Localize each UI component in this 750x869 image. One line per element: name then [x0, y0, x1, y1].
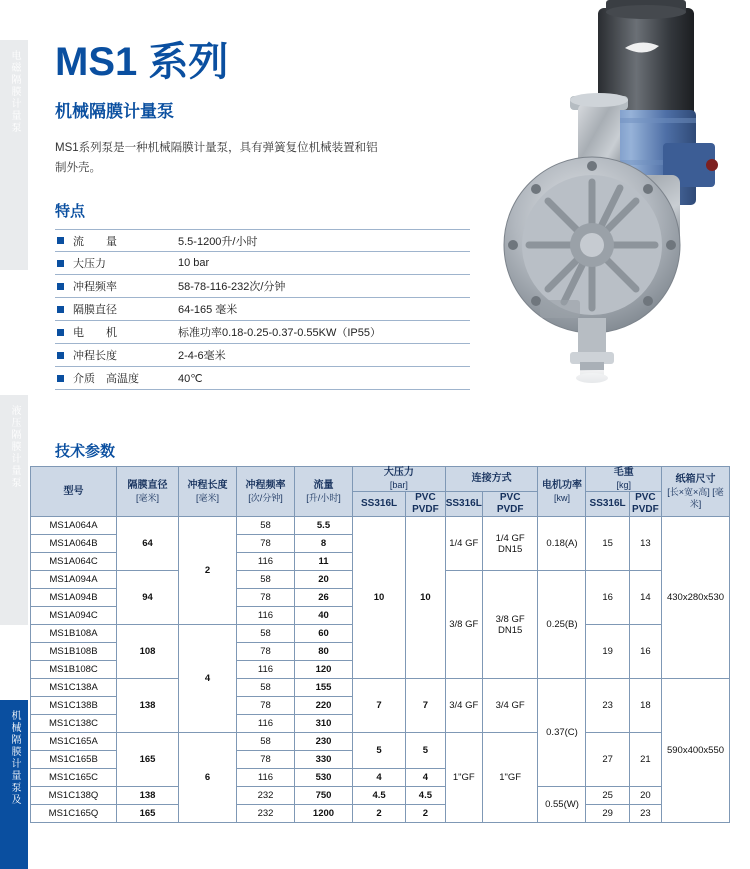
col-stroke-length: 冲程长度 [毫米] [179, 467, 237, 517]
bullet-icon [57, 237, 64, 244]
cell-pressure-ss: 5 [353, 733, 406, 769]
features-list [55, 229, 470, 390]
cell-connection-ss: 1"GF [445, 733, 482, 823]
cell-pressure-ss: 7 [353, 679, 406, 733]
cell-pressure-ss: 4.5 [353, 787, 406, 805]
features-heading: 特点 [55, 203, 86, 220]
subcol-pressure-ss: SS316L [353, 492, 406, 517]
list-item [55, 298, 470, 321]
cell-pressure-pvc: 4 [406, 769, 446, 787]
bullet-icon [57, 260, 64, 267]
cell-diameter: 165 [117, 805, 179, 823]
cell-diameter: 64 [117, 517, 179, 571]
cell-model: MS1C165C [31, 769, 117, 787]
page-subtitle: 机械隔膜计量泵 [55, 102, 174, 121]
cell-pressure-pvc: 7 [406, 679, 446, 733]
cell-weight-pvc: 21 [629, 733, 661, 787]
cell-weight-ss: 15 [586, 517, 629, 571]
cell-pressure-ss: 2 [353, 805, 406, 823]
col-model: 型号 [31, 467, 117, 517]
cell-frequency: 58 [237, 517, 295, 535]
cell-frequency: 78 [237, 697, 295, 715]
cell-stroke: 6 [179, 733, 237, 823]
table-row [31, 679, 730, 697]
cell-model: MS1A064B [31, 535, 117, 553]
cell-model: MS1B108A [31, 625, 117, 643]
cell-frequency: 232 [237, 787, 295, 805]
side-rail [0, 0, 28, 869]
sidebar-item-electromagnetic[interactable] [0, 40, 28, 270]
cell-frequency: 58 [237, 625, 295, 643]
sidebar-item-hydraulic[interactable] [0, 395, 28, 625]
cell-weight-ss: 23 [586, 679, 629, 733]
cell-frequency: 116 [237, 661, 295, 679]
sidebar-item-label: 机械隔膜计量泵及 [9, 710, 20, 806]
cell-weight-pvc: 18 [629, 679, 661, 733]
col-motor-power: 电机功率 [kw] [538, 467, 586, 517]
col-stroke-frequency: 冲程频率 [次/分钟] [237, 467, 295, 517]
cell-frequency: 78 [237, 535, 295, 553]
cell-weight-pvc: 23 [629, 805, 661, 823]
header-block [55, 30, 475, 390]
cell-flow: 310 [295, 715, 353, 733]
subcol-weight-ss: SS316L [586, 492, 629, 517]
feature-label: 隔膜直径 [73, 304, 117, 316]
cell-model: MS1C138Q [31, 787, 117, 805]
cell-flow: 1200 [295, 805, 353, 823]
list-item [55, 229, 470, 252]
feature-label: 冲程长度 [73, 350, 117, 362]
feature-value: 标准功率0.18-0.25-0.37-0.55KW（IP55） [178, 327, 381, 339]
col-carton-size: 纸箱尺寸 [长×宽×高] [毫米] [662, 467, 730, 517]
cell-weight-ss: 27 [586, 733, 629, 787]
cell-pressure-pvc: 10 [406, 517, 446, 679]
bullet-icon [57, 375, 64, 382]
cell-flow: 330 [295, 751, 353, 769]
list-item [55, 367, 470, 390]
list-item [55, 252, 470, 275]
cell-connection-ss: 1/4 GF [445, 517, 482, 571]
cell-connection-ss: 3/8 GF [445, 571, 482, 679]
cell-motor: 0.25(B) [538, 571, 586, 679]
cell-flow: 230 [295, 733, 353, 751]
cell-flow: 120 [295, 661, 353, 679]
cell-frequency: 116 [237, 769, 295, 787]
cell-model: MS1C165Q [31, 805, 117, 823]
bullet-icon [57, 329, 64, 336]
cell-frequency: 78 [237, 751, 295, 769]
table-row [31, 517, 730, 535]
cell-model: MS1C138A [31, 679, 117, 697]
cell-carton: 430x280x530 [662, 517, 730, 679]
cell-frequency: 116 [237, 715, 295, 733]
cell-motor: 0.37(C) [538, 679, 586, 787]
cell-weight-pvc: 14 [629, 571, 661, 625]
cell-model: MS1B108C [31, 661, 117, 679]
cell-flow: 750 [295, 787, 353, 805]
subcol-pressure-pvc: PVC PVDF [406, 492, 446, 517]
subcol-connection-pvc: PVC PVDF [482, 492, 538, 517]
cell-connection-pvc: 1"GF [482, 733, 538, 823]
cell-frequency: 116 [237, 553, 295, 571]
sidebar-item-mechanical[interactable] [0, 700, 28, 869]
cell-pressure-ss: 4 [353, 769, 406, 787]
cell-flow: 80 [295, 643, 353, 661]
cell-motor: 0.55(W) [538, 787, 586, 823]
cell-flow: 60 [295, 625, 353, 643]
cell-connection-pvc: 3/8 GF DN15 [482, 571, 538, 679]
tech-params-heading: 技术参数 [55, 443, 116, 460]
cell-frequency: 232 [237, 805, 295, 823]
bullet-icon [57, 306, 64, 313]
cell-model: MS1C165B [31, 751, 117, 769]
feature-value: 10 bar [178, 257, 210, 269]
cell-weight-ss: 19 [586, 625, 629, 679]
cell-flow: 8 [295, 535, 353, 553]
col-diaphragm-diameter: 隔膜直径 [毫米] [117, 467, 179, 517]
cell-weight-ss: 29 [586, 805, 629, 823]
cell-flow: 40 [295, 607, 353, 625]
cell-carton: 590x400x550 [662, 679, 730, 823]
cell-model: MS1A064A [31, 517, 117, 535]
subcol-connection-ss: SS316L [445, 492, 482, 517]
feature-label: 介质 高温度 [73, 373, 139, 385]
cell-weight-ss: 16 [586, 571, 629, 625]
cell-frequency: 78 [237, 643, 295, 661]
cell-pressure-pvc: 5 [406, 733, 446, 769]
table-row [31, 787, 730, 805]
cell-flow: 20 [295, 571, 353, 589]
feature-value: 5.5-1200升/小时 [178, 235, 258, 248]
cell-connection-pvc: 3/4 GF [482, 679, 538, 733]
list-item [55, 275, 470, 298]
feature-label: 电 机 [73, 327, 117, 339]
cell-frequency: 58 [237, 571, 295, 589]
col-connection: 连接方式 [445, 467, 538, 492]
cell-model: MS1A064C [31, 553, 117, 571]
cell-weight-ss: 25 [586, 787, 629, 805]
cell-flow: 530 [295, 769, 353, 787]
col-flow: 流量 [升/小时] [295, 467, 353, 517]
feature-value: 40℃ [178, 372, 203, 385]
feature-label: 冲程频率 [73, 281, 117, 293]
cell-model: MS1C165A [31, 733, 117, 751]
cell-stroke: 4 [179, 625, 237, 733]
cell-frequency: 78 [237, 589, 295, 607]
cell-weight-pvc: 20 [629, 787, 661, 805]
sidebar-item-label: 液压隔膜计量泵 [9, 405, 20, 489]
cell-flow: 5.5 [295, 517, 353, 535]
feature-value: 2-4-6毫米 [178, 350, 226, 362]
cell-model: MS1A094A [31, 571, 117, 589]
bullet-icon [57, 352, 64, 359]
list-item [55, 321, 470, 344]
cell-connection-ss: 3/4 GF [445, 679, 482, 733]
cell-flow: 26 [295, 589, 353, 607]
cell-diameter: 108 [117, 625, 179, 679]
cell-model: MS1A094C [31, 607, 117, 625]
cell-pressure-ss: 10 [353, 517, 406, 679]
bullet-icon [57, 283, 64, 290]
cell-stroke: 2 [179, 517, 237, 625]
intro-paragraph: MS1系列泵是一种机械隔膜计量泵，具有弹簧复位机械装置和铝制外壳。 [55, 142, 378, 174]
sidebar-item-label: 电磁隔膜计量泵 [9, 50, 20, 134]
cell-connection-pvc: 1/4 GF DN15 [482, 517, 538, 571]
cell-frequency: 58 [237, 679, 295, 697]
cell-flow: 220 [295, 697, 353, 715]
cell-flow: 11 [295, 553, 353, 571]
cell-model: MS1C138B [31, 697, 117, 715]
table-header-row [31, 467, 730, 492]
cell-weight-pvc: 16 [629, 625, 661, 679]
feature-value: 64-165 毫米 [178, 304, 238, 316]
cell-pressure-pvc: 2 [406, 805, 446, 823]
spec-table [30, 466, 730, 823]
page-title: MS1 系列 [55, 40, 229, 84]
cell-diameter: 94 [117, 571, 179, 625]
cell-model: MS1A094B [31, 589, 117, 607]
table-row [31, 805, 730, 823]
cell-pressure-pvc: 4.5 [406, 787, 446, 805]
cell-flow: 155 [295, 679, 353, 697]
cell-frequency: 116 [237, 607, 295, 625]
feature-value: 58-78-116-232次/分钟 [178, 281, 286, 293]
feature-label: 大压力 [73, 258, 106, 270]
cell-diameter: 165 [117, 733, 179, 787]
cell-model: MS1B108B [31, 643, 117, 661]
cell-diameter: 138 [117, 787, 179, 805]
cell-frequency: 58 [237, 733, 295, 751]
subcol-weight-pvc: PVC PVDF [629, 492, 661, 517]
cell-diameter: 138 [117, 679, 179, 733]
col-gross-weight: 毛重 [kg] [586, 467, 662, 492]
cell-motor: 0.18(A) [538, 517, 586, 571]
feature-label: 流 量 [73, 235, 117, 248]
col-max-pressure: 大压力 [bar] [353, 467, 446, 492]
cell-model: MS1C138C [31, 715, 117, 733]
list-item [55, 344, 470, 367]
table-row [31, 733, 730, 751]
cell-weight-pvc: 13 [629, 517, 661, 571]
